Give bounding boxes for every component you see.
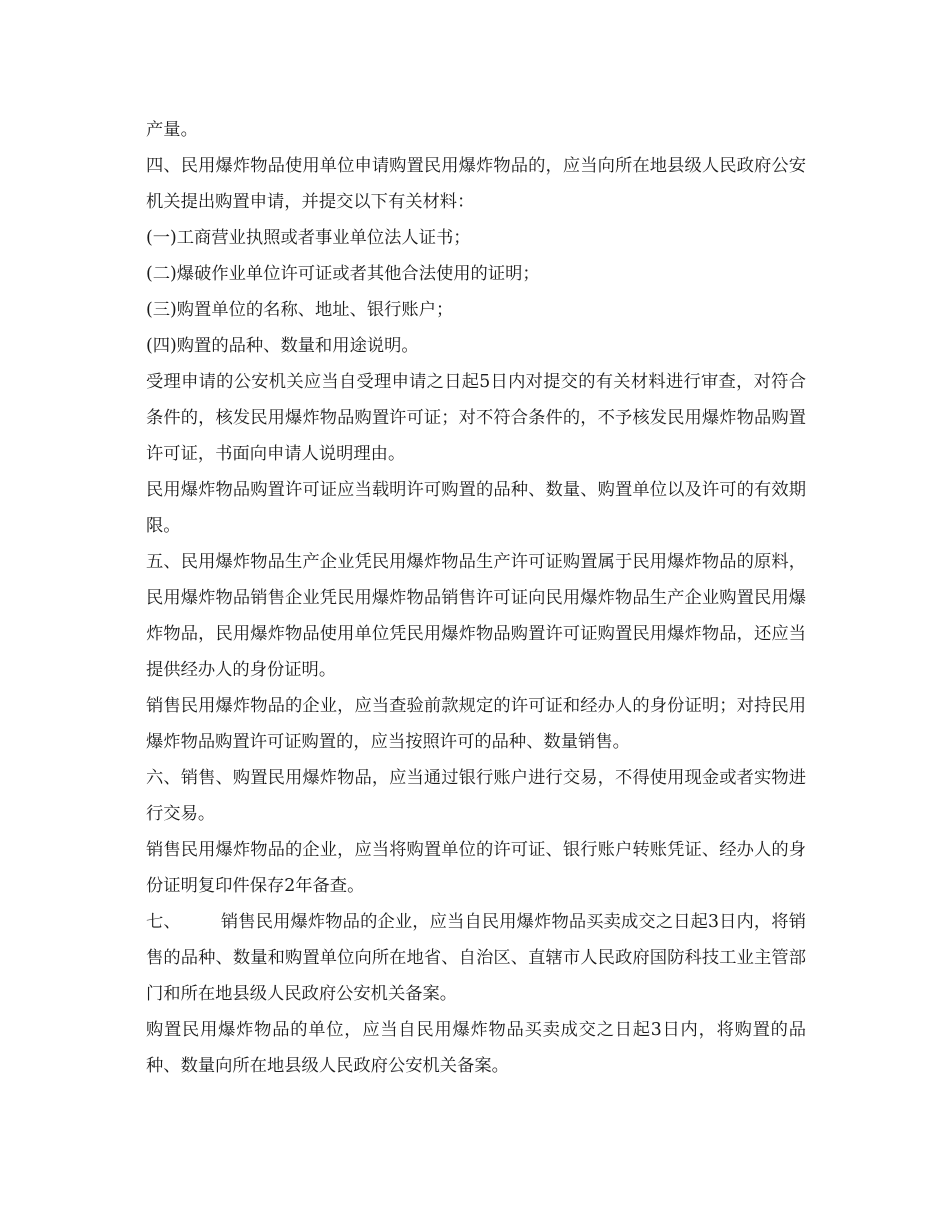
paragraph-purchase-filing: 购置民用爆炸物品的单位，应当自民用爆炸物品买卖成交之日起3日内，将购置的品种、数量向所在地县级人民政府公安机关备案。 [146,1020,806,1076]
paragraph-item-4: (四)购置的品种、数量和用途说明。 [146,336,419,356]
paragraph-item-1: (一)工商营业执照或者事业单位法人证书； [146,228,471,248]
paragraph-record-keeping: 销售民用爆炸物品的企业，应当将购置单位的许可证、银行账户转账凭证、经办人的身份证明复印件保存2年备查。 [146,840,806,896]
paragraph-review: 受理申请的公安机关应当自受理申请之日起5日内对提交的有关材料进行审查，对符合条件的，核发民用爆炸物品购置许可证；对不符合条件的，不予核发民用爆炸物品购置许可证，书面向申请人说明理由。 [146,372,806,464]
document-body [146,112,806,1084]
article-7-text: 销售民用爆炸物品的企业，应当自民用爆炸物品买卖成交之日起3日内，将销售的品种、数量和购置单位向所在地省、自治区、直辖市人民政府国防科技工业主管部门和所在地县级人民政府公安机关备案。 [146,912,806,1004]
paragraph-article-4: 四、民用爆炸物品使用单位申请购置民用爆炸物品的，应当向所在地县级人民政府公安机关提出购置申请，并提交以下有关材料： [146,156,806,212]
paragraph-item-3: (三)购置单位的名称、地址、银行账户； [146,300,454,320]
paragraph-article-5: 五、民用爆炸物品生产企业凭民用爆炸物品生产许可证购置属于民用爆炸物品的原料，民用爆炸物品销售企业凭民用爆炸物品销售许可证向民用爆炸物品生产企业购置民用爆炸物品，民用爆炸物品使用单位凭民用爆炸物品购置许可证购置民用爆炸物品，还应当提供经办人的身份证明。 [146,552,806,680]
paragraph-article-6: 六、销售、购置民用爆炸物品，应当通过银行账户进行交易，不得使用现金或者实物进行交易。 [146,768,806,824]
paragraph-continuation: 产量。 [146,120,198,140]
paragraph-verification: 销售民用爆炸物品的企业，应当查验前款规定的许可证和经办人的身份证明；对持民用爆炸物品购置许可证购置的，应当按照许可的品种、数量销售。 [146,696,806,752]
paragraph-permit-content: 民用爆炸物品购置许可证应当载明许可购置的品种、数量、购置单位以及许可的有效期限。 [146,480,806,536]
article-7-number: 七、 [146,912,181,932]
paragraph-article-7 [146,904,806,1012]
paragraph-item-2: (二)爆破作业单位许可证或者其他合法使用的证明； [146,264,540,284]
